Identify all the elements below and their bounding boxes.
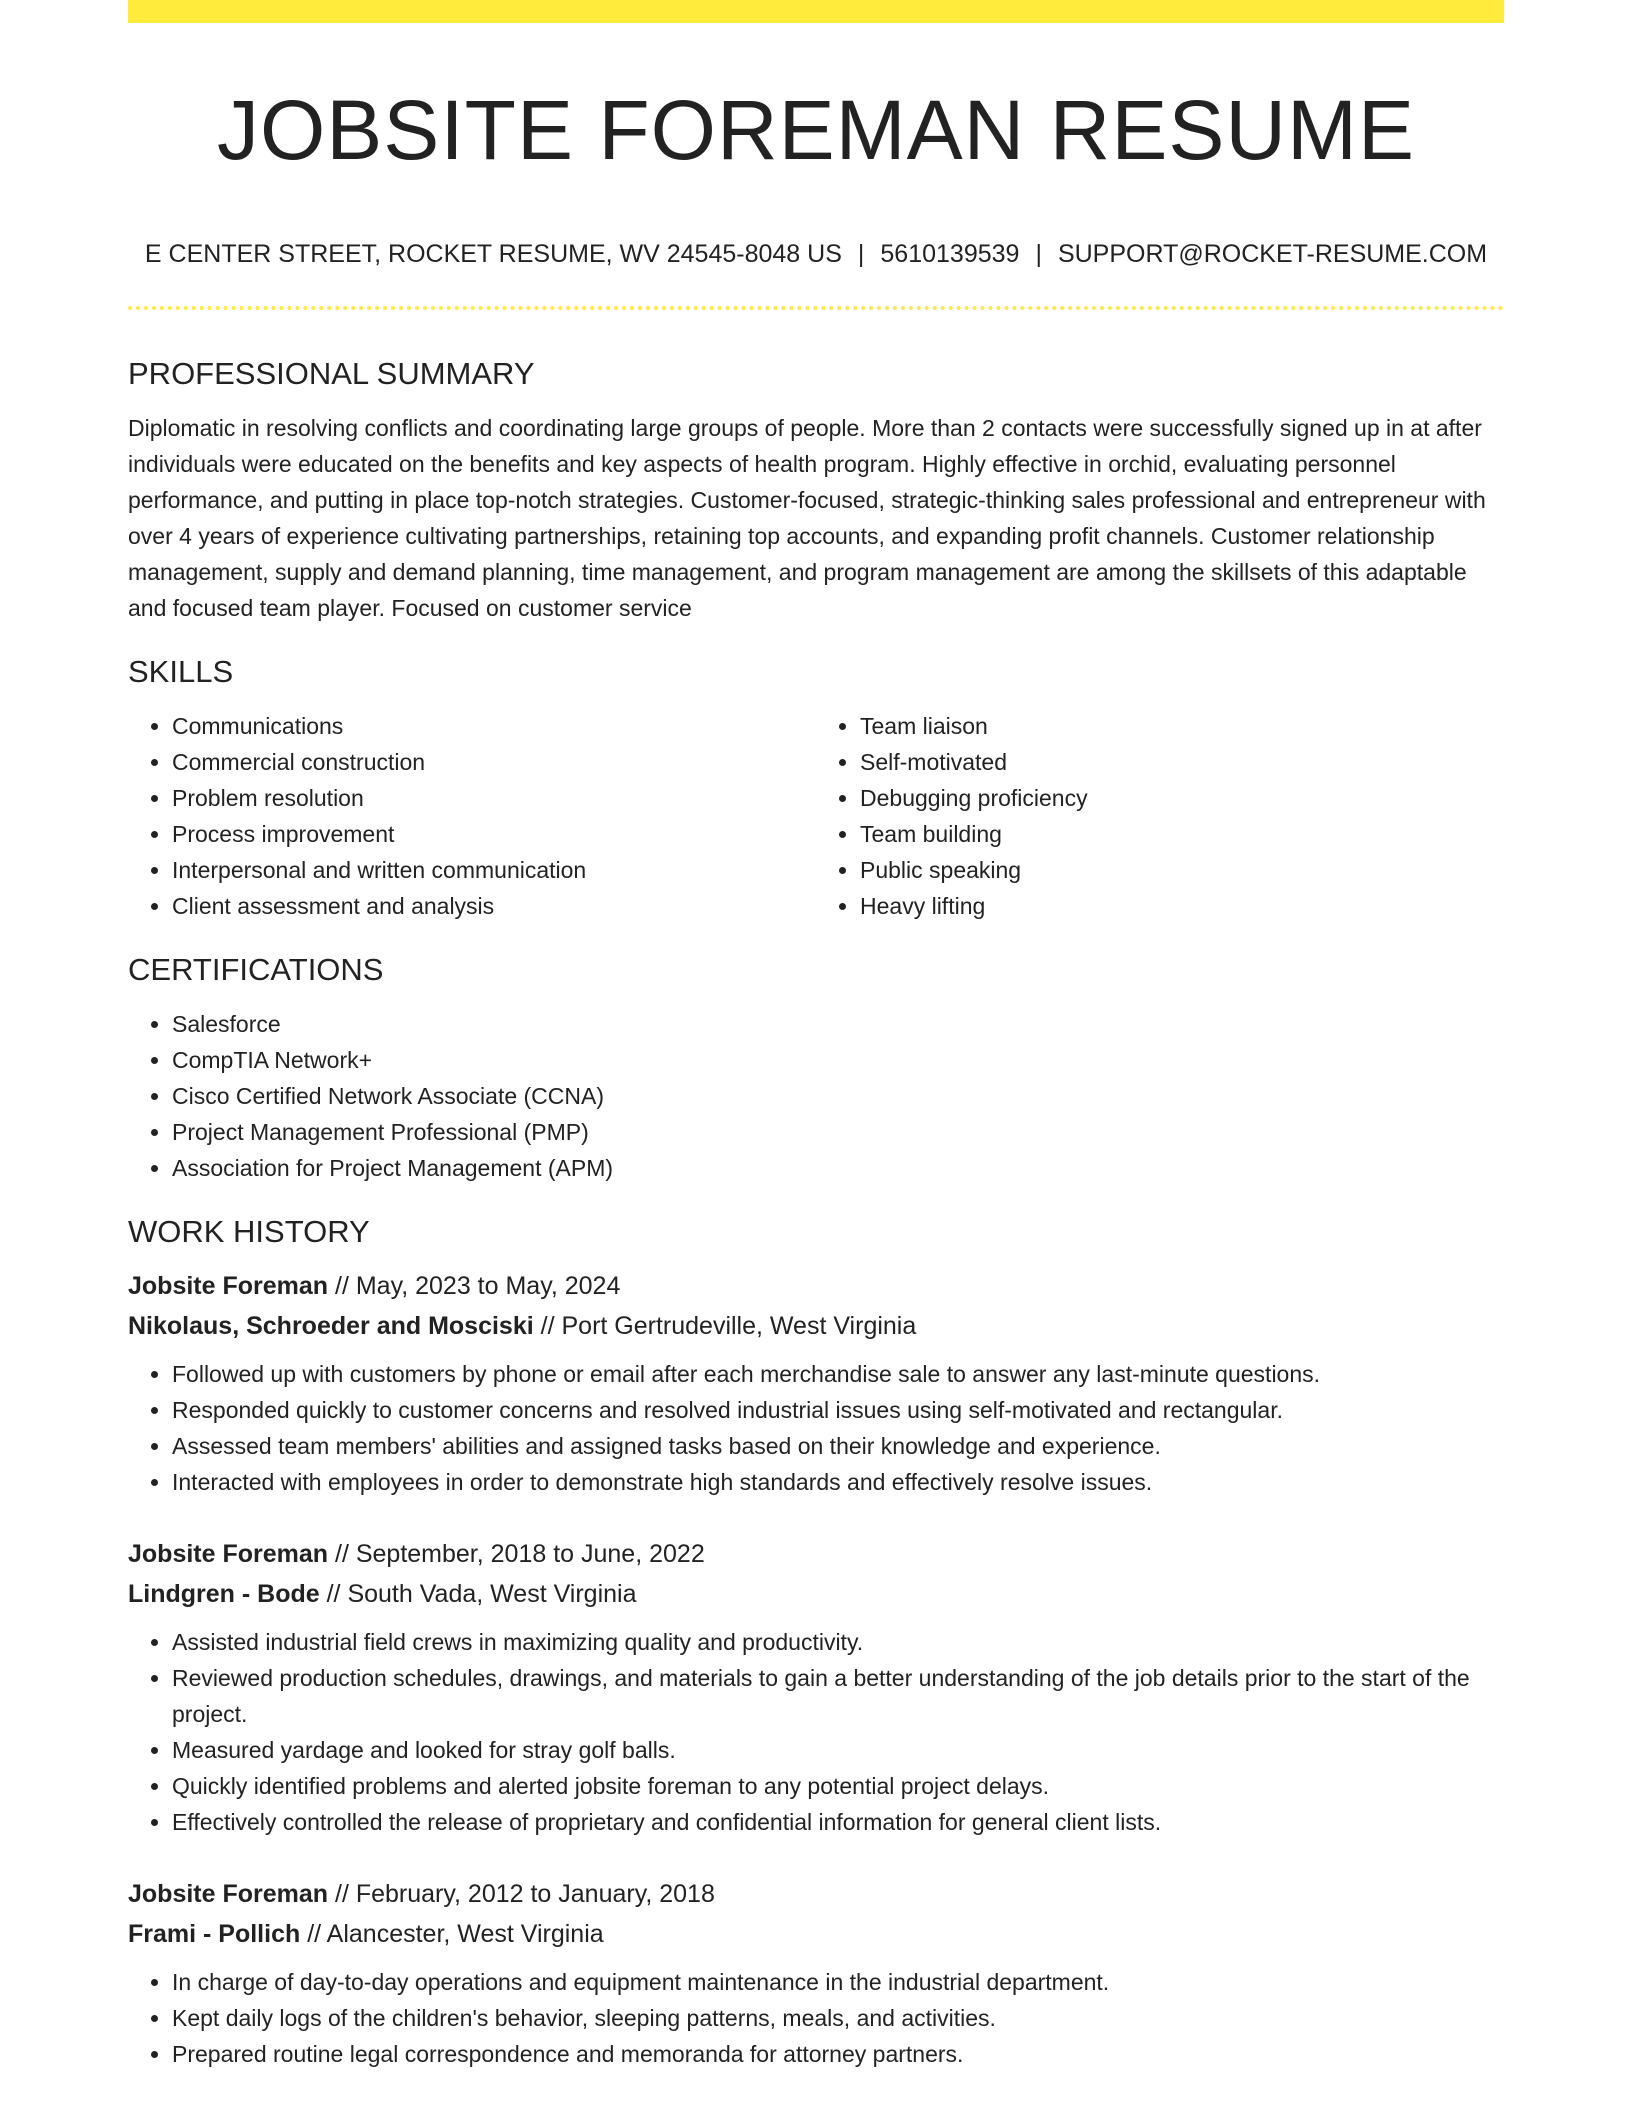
job-title: Jobsite Foreman [128, 1540, 329, 1568]
job-bullet: • Responded quickly to customer concerns and resolved industrial issues using self-motivated and rectangular. [172, 1392, 1504, 1428]
dotted-divider [128, 306, 1504, 310]
job-company: Frami - Pollich [128, 1920, 301, 1948]
skill-item: • Debugging proficiency [860, 780, 1504, 816]
summary-heading: PROFESSIONAL SUMMARY [128, 356, 535, 391]
certification-item: • CompTIA Network+ [172, 1042, 1504, 1078]
job-bullets [128, 1624, 1504, 1840]
skills-list-left [128, 708, 816, 924]
job-dates: // February, 2012 to January, 2018 [328, 1880, 715, 1908]
skill-item: • Problem resolution [172, 780, 816, 816]
work-history-section [128, 1210, 1504, 2072]
job-location: // South Vada, West Virginia [319, 1580, 637, 1608]
job-company: Lindgren - Bode [128, 1580, 320, 1608]
skill-item: • Process improvement [172, 816, 816, 852]
summary-text: Diplomatic in resolving conflicts and coordinating large groups of people. More than 2 contacts were successfully signed up in at after individuals were educated on the benefits and key aspects of health program. Highly effective in orchid, evaluating personnel performance, and putting in place top-notch strategies. Customer-focused, strategic-thinking sales professional and entrepreneur with over 4 years of experience cultivating partnerships, retaining top accounts, and expanding profit channels. Customer relationship management, supply and demand planning, time management, and program management are among the skillsets of this adaptable and focused team player. Focused on customer service [128, 415, 1486, 621]
job-bullets [128, 1356, 1504, 1500]
job-bullet: • Kept daily logs of the children's behavior, sleeping patterns, meals, and activities. [172, 2000, 1504, 2036]
certification-item: • Association for Project Management (APM) [172, 1150, 1504, 1186]
certifications-section [128, 948, 1504, 1186]
jobs-list [128, 1266, 1504, 2072]
skills-section [128, 650, 1504, 924]
contact-address: E CENTER STREET, ROCKET RESUME, WV 24545-8048 US [144, 240, 842, 268]
job-bullets [128, 1964, 1504, 2072]
skills-list-right [816, 708, 1504, 924]
contact-separator: | [1035, 240, 1042, 268]
certification-item: • Cisco Certified Network Associate (CCNA) [172, 1078, 1504, 1114]
job-location: // Alancester, West Virginia [300, 1920, 604, 1948]
skill-item: • Interpersonal and written communication [172, 852, 816, 888]
job-bullet: • Quickly identified problems and alerted jobsite foreman to any potential project delays. [172, 1768, 1504, 1804]
resume-title: JOBSITE FOREMAN RESUME [216, 83, 1416, 177]
skill-item: • Public speaking [860, 852, 1504, 888]
job-bullet: • Prepared routine legal correspondence and memoranda for attorney partners. [172, 2036, 1504, 2072]
summary-section [128, 352, 1504, 626]
job-title: Jobsite Foreman [128, 1272, 329, 1300]
job-company-line [128, 1574, 1504, 1614]
job-entry [128, 1266, 1504, 1500]
accent-bar [128, 0, 1504, 23]
job-title: Jobsite Foreman [128, 1880, 329, 1908]
job-company-line [128, 1914, 1504, 1954]
job-bullet: • Measured yardage and looked for stray golf balls. [172, 1732, 1504, 1768]
certification-item: • Salesforce [172, 1006, 1504, 1042]
skill-item: • Commercial construction [172, 744, 816, 780]
job-title-line [128, 1534, 1504, 1574]
contact-phone: 5610139539 [880, 240, 1020, 268]
contact-separator: | [857, 240, 865, 268]
job-company: Nikolaus, Schroeder and Mosciski [128, 1312, 534, 1340]
skills-heading: SKILLS [128, 654, 234, 689]
job-entry [128, 1874, 1504, 2072]
skill-item: • Team building [860, 816, 1504, 852]
job-entry [128, 1534, 1504, 1840]
skill-item: • Communications [172, 708, 816, 744]
contact-line [128, 236, 1504, 272]
certifications-heading: CERTIFICATIONS [128, 952, 384, 987]
job-bullet: • Assisted industrial field crews in maximizing quality and productivity. [172, 1624, 1504, 1660]
job-bullet: • Followed up with customers by phone or email after each merchandise sale to answer any last-minute questions. [172, 1356, 1504, 1392]
resume-body [128, 352, 1504, 2072]
job-title-line [128, 1874, 1504, 1914]
skill-item: • Heavy lifting [860, 888, 1504, 924]
job-bullet: • Effectively controlled the release of proprietary and confidential information for general client lists. [172, 1804, 1504, 1840]
job-dates: // May, 2023 to May, 2024 [328, 1272, 621, 1300]
certifications-list [128, 1006, 1504, 1186]
skill-item: • Self-motivated [860, 744, 1504, 780]
job-bullet: • Reviewed production schedules, drawings, and materials to gain a better understanding of the job details prior to the start of the project. [172, 1660, 1504, 1732]
job-title-line [128, 1266, 1504, 1306]
skills-columns [128, 708, 1504, 924]
job-bullet: • In charge of day-to-day operations and equipment maintenance in the industrial department. [172, 1964, 1504, 2000]
skill-item: • Client assessment and analysis [172, 888, 816, 924]
contact-email: SUPPORT@ROCKET-RESUME.COM [1057, 240, 1488, 268]
skill-item: • Team liaison [860, 708, 1504, 744]
job-location: // Port Gertrudeville, West Virginia [533, 1312, 917, 1340]
job-dates: // September, 2018 to June, 2022 [328, 1540, 705, 1568]
job-bullet: • Assessed team members' abilities and assigned tasks based on their knowledge and experience. [172, 1428, 1504, 1464]
job-company-line [128, 1306, 1504, 1346]
job-bullet: • Interacted with employees in order to demonstrate high standards and effectively resolve issues. [172, 1464, 1504, 1500]
work-history-heading: WORK HISTORY [128, 1214, 370, 1249]
certification-item: • Project Management Professional (PMP) [172, 1114, 1504, 1150]
